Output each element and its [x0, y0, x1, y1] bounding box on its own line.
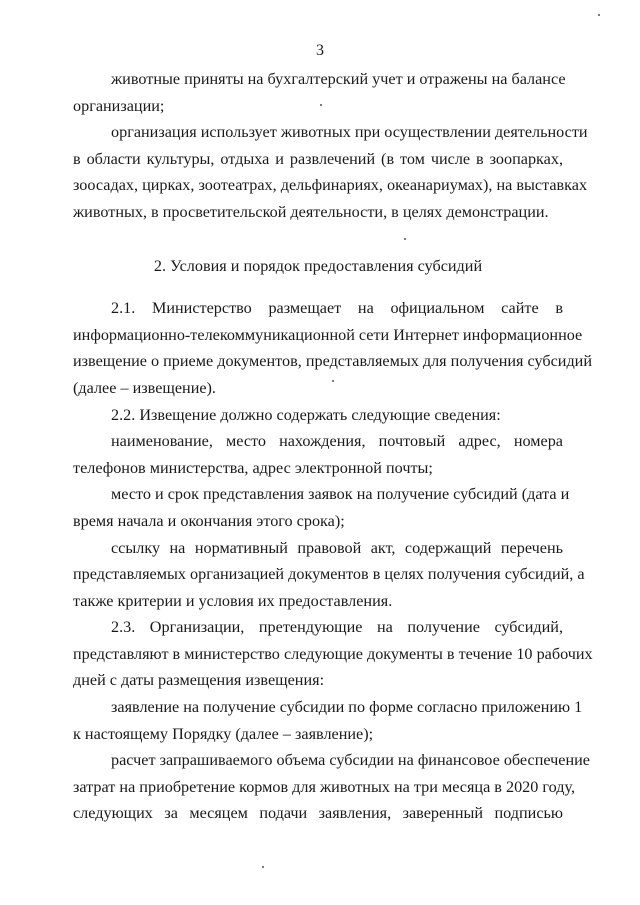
- text-line: 2.1. Министерство размещает на официальном сайте в: [111, 299, 563, 318]
- text-line: организация использует животных при осуществлении деятельности: [111, 123, 588, 142]
- text-line: время начала и окончания этого срока);: [73, 511, 345, 530]
- text-line: наименование, место нахождения, почтовый адрес, номера: [111, 432, 563, 451]
- text-line: затрат на приобретение кормов для животных на три месяца в 2020 году,: [73, 777, 576, 796]
- scan-speck: [262, 866, 264, 868]
- section-spacer: [73, 226, 563, 253]
- document-body: [73, 66, 593, 827]
- text-line: организации;: [73, 96, 165, 115]
- text-line: телефонов министерства, адрес электронной почты;: [73, 458, 433, 477]
- section-heading: 2. Условия и порядок предоставления субсидий: [153, 256, 483, 275]
- text-line: к настоящему Порядку (далее – заявление);: [73, 724, 374, 743]
- text-line: (далее – извещение).: [73, 378, 216, 397]
- text-line: информационно-телекоммуникационной сети Интернет информационное: [73, 325, 583, 344]
- text-line: животных, в просветительской деятельности, в целях демонстрации.: [73, 202, 549, 221]
- section-spacer: [73, 279, 563, 295]
- text-line: также критерии и условия их предоставления.: [73, 591, 393, 610]
- scan-speck: [404, 238, 406, 240]
- text-line: 2.3. Организации, претендующие на получение субсидий,: [111, 618, 563, 637]
- text-line: зоосадах, цирках, зоотеатрах, дельфинариях, океанариумах), на выставках: [73, 176, 588, 195]
- text-line: следующих за месяцем подачи заявления, заверенный подписью: [73, 804, 563, 823]
- scan-speck: [320, 104, 322, 106]
- text-line: животные приняты на бухгалтерский учет и отражены на балансе: [111, 70, 566, 88]
- text-line: представляемых организацией документов в целях получения субсидий, а: [73, 565, 585, 584]
- scan-speck: [598, 14, 600, 16]
- text-line: в области культуры, отдыха и развлечений (в том числе в зоопарках,: [73, 149, 563, 168]
- text-line: расчет запрашиваемого объема субсидии на финансовое обеспечение: [111, 751, 590, 770]
- text-line: представляют в министерство следующие документы в течение 10 рабочих: [73, 644, 593, 663]
- text-line: место и срок представления заявок на получение субсидий (дата и: [111, 485, 570, 504]
- text-line: ссылку на нормативный правовой акт, содержащий перечень: [111, 538, 563, 557]
- text-line: дней с даты размещения извещения:: [73, 671, 325, 690]
- text-line: 2.2. Извещение должно содержать следующие сведения:: [111, 405, 501, 424]
- text-line: извещение о приеме документов, представляемых для получения субсидий: [73, 352, 593, 371]
- page-number: 3: [316, 42, 324, 59]
- scan-speck: [332, 380, 334, 382]
- text-line: заявление на получение субсидии по форме согласно приложению 1: [111, 698, 583, 717]
